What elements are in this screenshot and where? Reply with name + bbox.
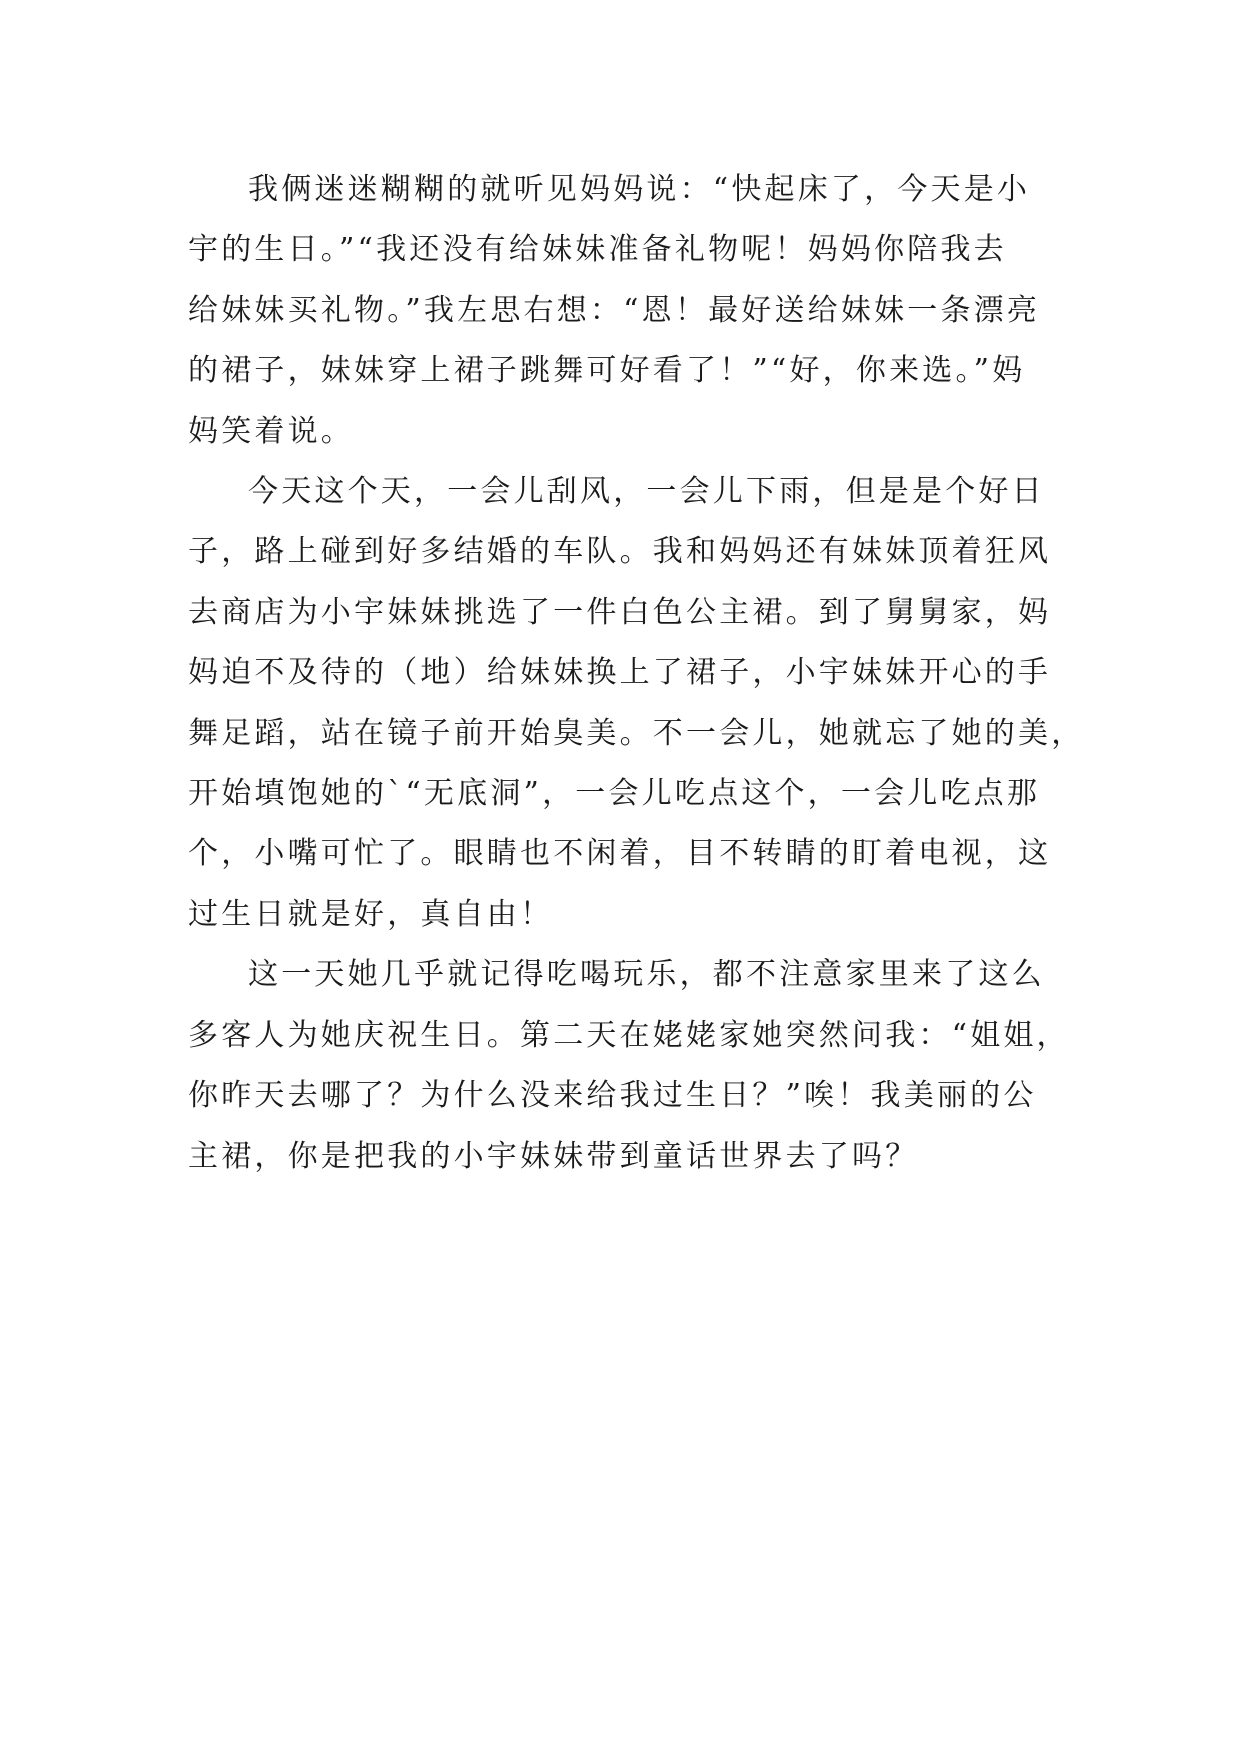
text-line: 宇的生日。”“我还没有给妹妹准备礼物呢！妈妈你陪我去 — [188, 232, 1007, 268]
paragraph-3 — [188, 945, 1070, 1187]
text-line: 的裙子，妹妹穿上裙子跳舞可好看了！”“好，你来选。”妈 — [188, 353, 1026, 389]
text-line: 多客人为她庆祝生日。第二天在姥姥家她突然问我：“姐姐， — [188, 1017, 1070, 1053]
document-body — [188, 160, 1085, 1187]
text-line: 去商店为小宇妹妹挑选了一件白色公主裙。到了舅舅家，妈 — [188, 594, 1052, 630]
text-line: 主裙，你是把我的小宇妹妹带到童话世界去了吗？ — [188, 1138, 919, 1174]
text-line: 子，路上碰到好多结婚的车队。我和妈妈还有妹妹顶着狂风 — [188, 534, 1052, 570]
text-line: 你昨天去哪了？为什么没来给我过生日？”唉！我美丽的公 — [188, 1078, 1037, 1114]
text-line: 妈笑着说。 — [188, 413, 354, 449]
paragraph-2 — [188, 462, 1085, 945]
paragraph-1 — [188, 160, 1050, 462]
text-line: 我俩迷迷糊糊的就听见妈妈说：“快起床了，今天是小 — [248, 172, 1031, 207]
text-line: 开始填饱她的`“无底洞”，一会儿吃点这个，一会儿吃点那 — [188, 776, 1041, 812]
text-line: 舞足蹈，站在镜子前开始臭美。不一会儿，她就忘了她的美， — [188, 715, 1085, 751]
text-line: 这一天她几乎就记得吃喝玩乐，都不注意家里来了这么 — [248, 957, 1045, 993]
text-line: 个，小嘴可忙了。眼睛也不闲着，目不转睛的盯着电视，这 — [188, 836, 1052, 872]
text-line: 妈迫不及待的（地）给妹妹换上了裙子，小宇妹妹开心的手 — [188, 655, 1052, 691]
text-line: 给妹妹买礼物。”我左思右想：“恩！最好送给妹妹一条漂亮 — [188, 292, 1041, 328]
text-line: 过生日就是好，真自由！ — [188, 896, 554, 932]
text-line: 今天这个天，一会儿刮风，一会儿下雨，但是是个好日 — [248, 474, 1045, 510]
